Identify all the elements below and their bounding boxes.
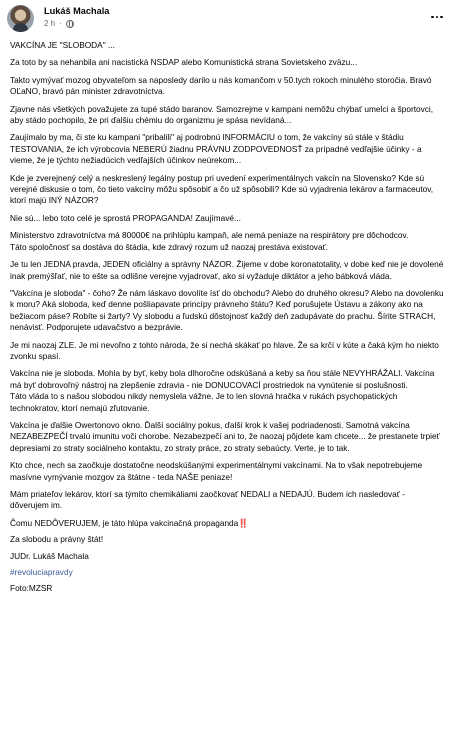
post-paragraph: Je mi naozaj ZLE. Je mi nevoľno z tohto národa, že si nechá skákať po hlave. Že sa krčí v kúte a čaká kým ho niekto zvonku spasí. <box>10 339 439 361</box>
post-paragraph: Vakcína nie je sloboda. Mohla by byť, keby bola dlhoročne odskúšaná a keby sa ňou stále NEVYHRÁŽALI. Vakcína má byť dobrovoľný nástroj na zlepšenie zdravia - nie DONUCOVACÍ prostriedok na vynútenie si poslušnosti. Táto vláda to s našou slobodou nikdy nemyslela vážne. Je to len slovná hračka v rukách psychopatických technokratov, ktorí nemajú zľutovanie. <box>10 368 435 413</box>
post-paragraph <box>10 518 444 529</box>
post-paragraph: VAKCÍNA JE "SLOBODA" ... <box>10 40 115 50</box>
propaganda-text: Čomu NEDÔVERUJEM, je táto hlúpa vakcinačná propaganda <box>10 517 239 528</box>
post-header <box>7 4 445 36</box>
post-paragraph: Zjavne nás všetkých považujete za tupé stádo baranov. Samozrejme v kampani nemôžu chýbať umelci a športovci, aby stádo pochopilo, že pri ďalšiu chémiu do organizmu je spása nevídaná... <box>10 103 434 126</box>
post-paragraph: Za slobodu a právny štát! <box>10 534 104 545</box>
avatar[interactable] <box>7 5 34 32</box>
more-dots-icon <box>440 16 443 19</box>
post-meta <box>44 19 74 29</box>
globe-icon <box>66 20 74 28</box>
double-exclamation-icon: ‼️ <box>238 517 249 528</box>
post-paragraph: Vakcína je ďalšie Owertonovo okno. Ďalší sociálny pokus, ďalší krok k vašej podriadenosti. Samotná vakcína NEZABEZPEČÍ trvalú imunitu voči chorobe. Nezabezpečí ani to, že naozaj pôjdete kam chcete... že prestanete trpieť depresiami zo straty sociálneho kontaktu, zo straty práce, zo straty sebaúcty. Verte, je to tak. <box>10 419 440 453</box>
post-signature: JUDr. Lukáš Machala <box>10 550 89 561</box>
more-options-button[interactable] <box>429 11 445 23</box>
post-paragraph: "Vakcína je sloboda" - čoho? Že nám láskavo dovolíte ísť do obchodu? Alebo do druhého okresu? Alebo na dovolenku k moru? Aká sloboda, keď denne pošliapavate princípy právneho štátu? Keď porušujete Ústavu a zákony ako na bežiacom páse? Robíte si žarty? Vy slobodu a ľudskú dôstojnosť každý deň zadupávate do prachu. Šírite STRACH, nenávisť. Podporujete udavačstvo a bezprávie. <box>10 287 444 333</box>
post-paragraph: Takto vymývať mozog obyvateľom sa naposledy darilo u nás komančom v 50.tych rokoch minulého storočia. Bravó OĽaNO, bravó pán minister zdravotníctva. <box>10 74 432 97</box>
more-dots-icon <box>431 16 434 19</box>
photo-credit: Foto:MZSR <box>10 583 53 594</box>
post-paragraph: Je tu len JEDNA pravda, JEDEN oficiálny a správny NÁZOR. Žijeme v dobe koronatotality, v dobe keď nie je dovolené inak premýšľať, nie to ešte sa odlišne verejne vyjadrovať, ako si vyžaduje diktátor a jeho bábková vláda. <box>10 259 444 281</box>
post-paragraph: Mám priateľov lekárov, ktorí sa týmito chemikáliami zaočkovať NEDALI a NEDAJÚ. Budem ich nasledovať - dôverujem im. <box>10 489 405 511</box>
post-paragraph: Za toto by sa nehanbila ani nacistická NSDAP alebo Komunistická strana Sovietskeho zväzu... <box>10 57 358 68</box>
post-content <box>10 40 444 601</box>
hashtag-link[interactable]: #revoluciapravdy <box>10 567 73 578</box>
post-paragraph: Kto chce, nech sa zaočkuje dostatočne neodskúšanými experimentálnymi vakcínami. Na to však nepotrebujeme masívne vymývanie mozgov za štátne - teda NAŠE peniaze! <box>10 460 423 482</box>
post-paragraph: Kde je zverejnený celý a neskreslený legálny postup pri uvedení experimentálnych vakcín na Slovensko? Kde sú verejné diskusie o tom, čo tieto vakcíny môžu spôsobiť a čo už spôsobili? Kde sú vyjadrenia lekárov a farmaceutov, ktorí majú INÝ NÁZOR? <box>10 172 434 206</box>
author-name[interactable]: Lukáš Machala <box>44 6 110 16</box>
post-paragraph: Nie sú... lebo toto celé je sprostá PROPAGANDA! Zaujímavé... <box>10 212 241 223</box>
post-paragraph: Ministerstvo zdravotníctva má 80000€ na prihlúplu kampaň, ale nemá peniaze na respirátory pre dôchodcov. Táto spoločnosť sa dostáva do štádia, kde zdravý rozum už naozaj prestáva existovať. <box>10 230 409 252</box>
post-time[interactable]: 2 h <box>44 19 56 28</box>
meta-separator: · <box>59 19 62 28</box>
more-dots-icon <box>436 16 439 19</box>
post-paragraph: Zaujímalo by ma, či ste ku kampani "pribalili" aj podrobnú INFORMÁCIU o tom, že vakcíny sú stále v štádiu TESTOVANIA, že ich výrobcovia NEBERÚ žiadnu PRÁVNU ZODPOVEDNOSŤ za prípadné vedľajšie účinky - a vieme, že je týchto nežiadúcich vedľajších účinkov neúrekom... <box>10 132 422 166</box>
